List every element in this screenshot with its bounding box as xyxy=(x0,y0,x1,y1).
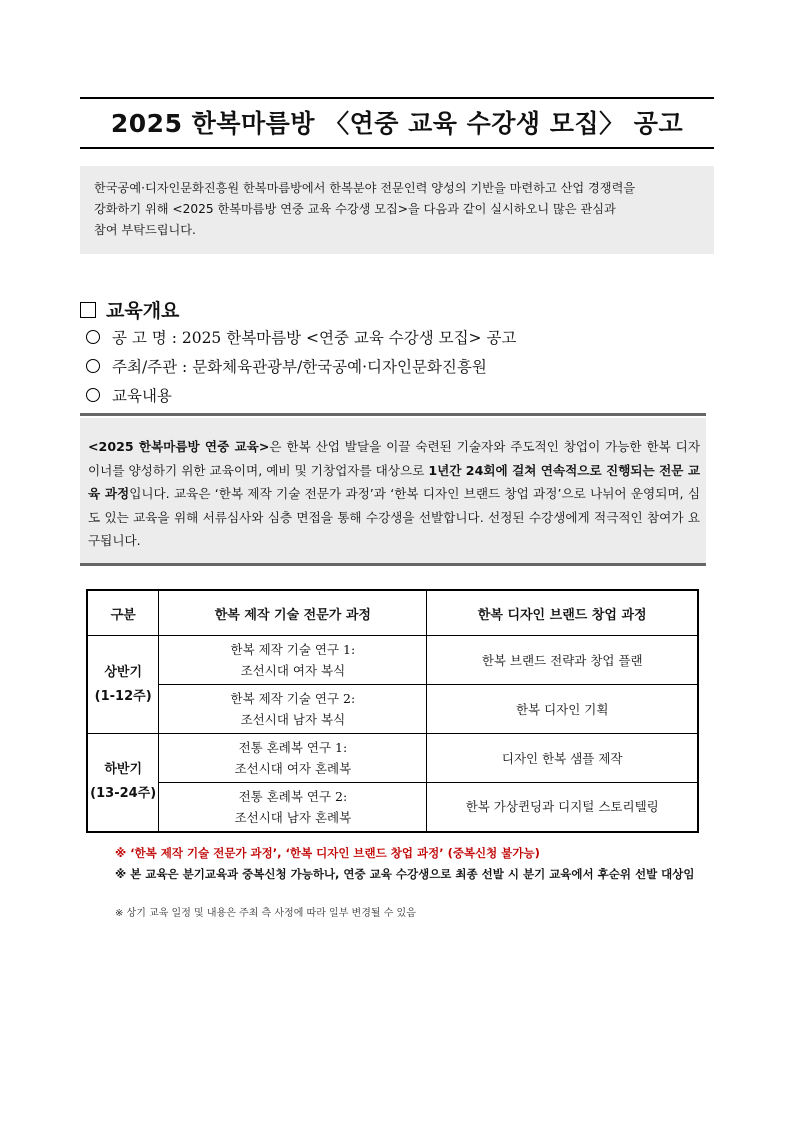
circle-bullet-icon xyxy=(86,330,100,344)
title-rule-bottom xyxy=(80,147,714,149)
note-schedule-change: ※ 상기 교육 일정 및 내용은 주최 측 사정에 따라 일부 변경될 수 있음 xyxy=(115,908,416,919)
description-text-part: 입니다. 교육은 ‘한복 제작 기술 전문가 과정’과 ‘한복 디자인 브랜드 창업 과정’으로 나뉘어 운영되며, 심도 있는 교육을 위해 서류심사와 심층 면접을 통해 수강생을 선발합니다. 선정된 수강생에게 적극적인 참여가 요구됩니다. xyxy=(88,486,701,548)
design-course-cell: 한복 브랜드 전략과 창업 플랜 xyxy=(427,636,698,685)
overview-item-text: 교육내용 xyxy=(112,387,172,405)
table-row xyxy=(87,734,698,783)
intro-line: 강화하기 위해 <2025 한복마름방 연중 교육 수강생 모집>을 다음과 같이 실시하오니 많은 관심과 xyxy=(94,202,616,216)
period-label: 상반기 xyxy=(104,664,143,680)
tech-course-cell xyxy=(159,636,427,685)
period-cell xyxy=(87,734,159,832)
period-cell xyxy=(87,636,159,734)
table-header-cell: 구분 xyxy=(87,590,159,636)
tech-course-line: 한복 제작 기술 연구 1: xyxy=(230,642,356,657)
tech-course-cell xyxy=(159,685,427,734)
table-row xyxy=(87,685,698,734)
overview-item xyxy=(86,384,172,406)
intro-line: 한국공예·디자인문화진흥원 한복마름방에서 한복분야 전문인력 양성의 기반을 마련하고 산업 경쟁력을 xyxy=(94,181,636,195)
overview-item-text: 주최/주관 : 문화체육관광부/한국공예·디자인문화진흥원 xyxy=(112,358,487,376)
intro-text xyxy=(94,178,706,241)
tech-course-line: 조선시대 남자 혼례복 xyxy=(234,809,352,825)
period-weeks: (13-24주) xyxy=(90,786,157,802)
page-title: 2025 한복마름방 〈연중 교육 수강생 모집〉 공고 xyxy=(110,109,684,138)
table-header-cell: 한복 디자인 브랜드 창업 과정 xyxy=(427,590,698,636)
description-rule-top xyxy=(80,413,706,416)
description-bold: <2025 한복마름방 연중 교육> xyxy=(88,439,270,454)
tech-course-line: 조선시대 여자 복식 xyxy=(240,663,346,678)
section-heading xyxy=(80,296,179,323)
tech-course-cell xyxy=(159,734,427,783)
design-course-cell: 디자인 한복 샘플 제작 xyxy=(427,734,698,783)
period-weeks: (1-12주) xyxy=(94,688,152,704)
table-header-cell: 한복 제작 기술 전문가 과정 xyxy=(159,590,427,636)
description-text-part: 은 한복 산업 발달을 이끌 숙련된 기술자와 주도적인 창업이 가능한 한복 디자이너를 양성하기 위한 교육이며, 예비 및 기창업자를 대상으로 xyxy=(88,439,700,478)
table-row xyxy=(87,636,698,685)
section-heading-label: 교육개요 xyxy=(106,300,180,322)
note-quarter-course: ※ 본 교육은 분기교육과 중복신청 가능하나, 연중 교육 수강생으로 최종 선발 시 분기 교육에서 후순위 선발 대상임 xyxy=(115,867,695,881)
schedule-table xyxy=(86,589,699,833)
tech-course-line: 조선시대 여자 혼례복 xyxy=(234,761,352,776)
table-row xyxy=(87,783,698,832)
tech-course-line: 조선시대 남자 복식 xyxy=(240,712,346,727)
overview-item xyxy=(86,355,487,377)
description-bold: 1년간 24회에 걸쳐 연속적으로 진행되는 전문 교육 과정 xyxy=(88,462,700,501)
overview-item xyxy=(86,326,516,348)
description-rule-bottom xyxy=(80,563,706,566)
overview-item-text: 공 고 명 : 2025 한복마름방 <연중 교육 수강생 모집> 공고 xyxy=(112,329,517,347)
title-rule-top xyxy=(80,97,714,99)
tech-course-cell xyxy=(159,783,427,832)
tech-course-line: 전통 혼례복 연구 1: xyxy=(238,740,348,755)
table-header-row xyxy=(87,590,698,636)
design-course-cell: 한복 가상퀸딩과 디지털 스토리텔링 xyxy=(427,783,698,832)
tech-course-line: 전통 혼례복 연구 2: xyxy=(238,788,348,804)
period-label: 하반기 xyxy=(104,762,143,778)
square-bullet-icon xyxy=(80,302,96,318)
circle-bullet-icon xyxy=(86,388,100,402)
intro-line: 참여 부탁드립니다. xyxy=(94,223,196,237)
note-duplicate-restriction: ※ ‘한복 제작 기술 전문가 과정’, ‘한복 디자인 브랜드 창업 과정’ (중복신청 불가능) xyxy=(115,846,540,860)
circle-bullet-icon xyxy=(86,359,100,373)
description-text xyxy=(88,435,700,553)
tech-course-line: 한복 제작 기술 연구 2: xyxy=(230,691,356,706)
design-course-cell: 한복 디자인 기획 xyxy=(427,685,698,734)
